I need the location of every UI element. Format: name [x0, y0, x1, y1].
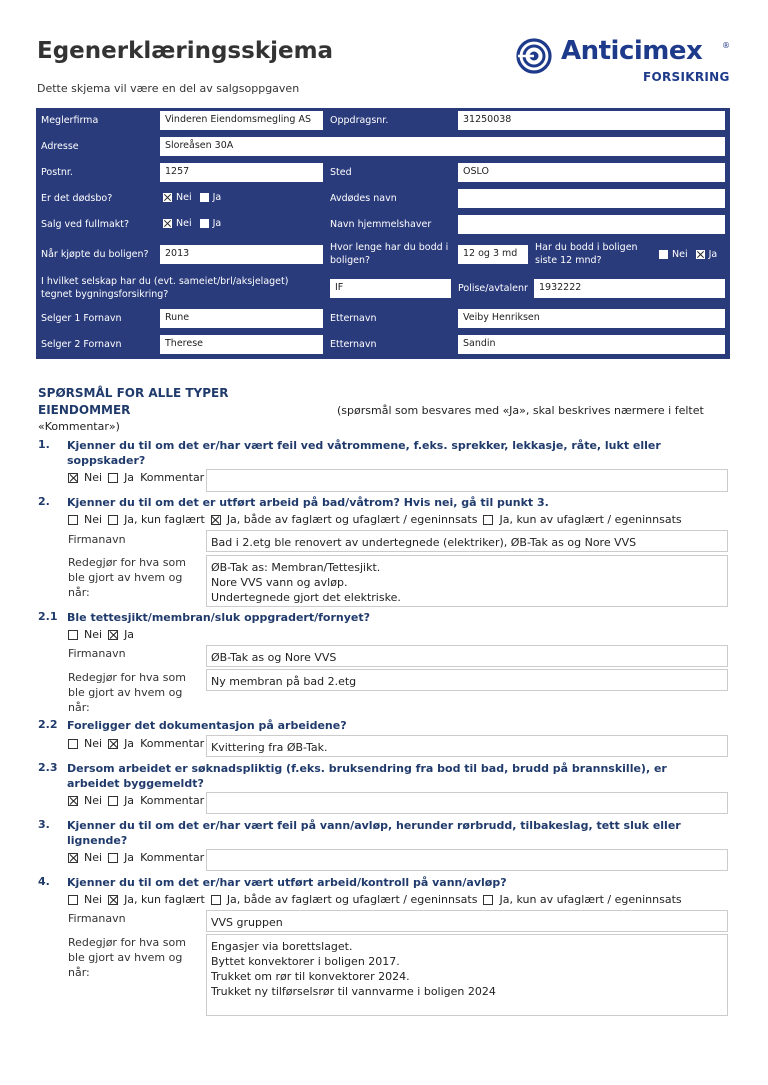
q21-redegjor-label: Redegjør for hva som ble gjort av hvem og når:: [68, 671, 186, 714]
q4-redegjor-field[interactable]: Engasjer via borettslaget. Byttet konvektorer i boligen 2017. Trukket om rør til konvektorer 2024. Trukket ny tilførselsrør til vannvarme i boligen 2024: [206, 934, 728, 1016]
q1-ja-checkbox[interactable]: [108, 473, 118, 483]
q21-ja-checkbox[interactable]: [108, 630, 118, 640]
q23-kommentar-field[interactable]: [206, 792, 728, 814]
selger1-field[interactable]: Rune: [160, 309, 323, 328]
q22-options: Nei Ja Kommentar: [68, 737, 204, 750]
dodsbo-ja-checkbox[interactable]: [200, 193, 209, 202]
page-title: Egenerklæringsskjema: [37, 38, 334, 64]
q3-ja-checkbox[interactable]: [108, 853, 118, 863]
q3-nei-checkbox[interactable]: [68, 853, 78, 863]
q21-firmanavn-label: Firmanavn: [68, 647, 126, 660]
sted-label: Sted: [330, 167, 352, 178]
hjemmel-label: Navn hjemmelshaver: [330, 219, 432, 230]
q1-nei-checkbox[interactable]: [68, 473, 78, 483]
selger2-field[interactable]: Therese: [160, 335, 323, 354]
q22-ja-checkbox[interactable]: [108, 739, 118, 749]
q2-nei-checkbox[interactable]: [68, 515, 78, 525]
q3-options: Nei Ja Kommentar: [68, 851, 204, 864]
q4-text: Kjenner du til om det er/har vært utført arbeid/kontroll på vann/avløp?: [67, 876, 507, 889]
section-title-line2: EIENDOMMER: [38, 403, 131, 417]
bodd12-ja-checkbox[interactable]: [696, 250, 705, 259]
logo-registered: ®: [722, 41, 730, 50]
q1-options: Nei Ja Kommentar: [68, 471, 204, 484]
fullmakt-label: Salg ved fullmakt?: [41, 219, 130, 230]
q2-text: Kjenner du til om det er utført arbeid på bad/våtrom? Hvis nei, gå til punkt 3.: [67, 496, 549, 509]
etternavn1-label: Etternavn: [330, 313, 377, 324]
postnr-field[interactable]: 1257: [160, 163, 323, 182]
q21-redegjor-field[interactable]: Ny membran på bad 2.etg: [206, 669, 728, 691]
sted-field[interactable]: OSLO: [458, 163, 725, 182]
seller-info-panel: [36, 108, 730, 359]
q21-options: Nei Ja: [68, 628, 140, 641]
fullmakt-nei-checkbox[interactable]: [163, 219, 172, 228]
bodd-label: Hvor lenge har du bodd i boligen?: [330, 242, 449, 266]
q2-number: 2.: [38, 495, 50, 508]
dodsbo-options: Nei Ja: [163, 192, 221, 203]
etternavn2-field[interactable]: Sandin: [458, 335, 725, 354]
dodsbo-label: Er det dødsbo?: [41, 193, 113, 204]
bodd12-options: Nei Ja: [659, 249, 717, 260]
q21-text: Ble tettesjikt/membran/sluk oppgradert/fornyet?: [67, 611, 370, 624]
q23-ja-checkbox[interactable]: [108, 796, 118, 806]
q1-kommentar-field[interactable]: [206, 469, 728, 492]
q2-ja-begge-checkbox[interactable]: [211, 515, 221, 525]
polise-field[interactable]: 1932222: [534, 279, 725, 298]
q3-kommentar-field[interactable]: [206, 849, 728, 871]
fullmakt-ja-checkbox[interactable]: [200, 219, 209, 228]
dodsbo-nei-checkbox[interactable]: [163, 193, 172, 202]
q21-number: 2.1: [38, 610, 58, 623]
kjopte-field[interactable]: 2013: [160, 245, 323, 264]
adresse-field[interactable]: Sloreåsen 30A: [160, 137, 725, 156]
meglerfirma-label: Meglerfirma: [41, 115, 99, 126]
q4-number: 4.: [38, 875, 50, 888]
selger2-label: Selger 2 Fornavn: [41, 339, 122, 350]
q1-text: Kjenner du til om det er/har vært feil ved våtrommene, f.eks. sprekker, lekkasje, råte, lukt eller soppskader?: [67, 439, 661, 467]
kjopte-label: Når kjøpte du boligen?: [41, 249, 149, 260]
q2-ja-fag-checkbox[interactable]: [108, 515, 118, 525]
anticimex-logo: [516, 36, 736, 88]
oppdragsnr-label: Oppdragsnr.: [330, 115, 389, 126]
selger1-label: Selger 1 Fornavn: [41, 313, 122, 324]
q22-kommentar-label: Kommentar: [140, 737, 205, 750]
q4-firmanavn-field[interactable]: VVS gruppen: [206, 910, 728, 932]
q2-redegjor-label: Redegjør for hva som ble gjort av hvem og når:: [68, 556, 186, 599]
q4-ja-begge-checkbox[interactable]: [211, 895, 221, 905]
q22-text: Foreligger det dokumentasjon på arbeidene?: [67, 719, 347, 732]
q4-nei-checkbox[interactable]: [68, 895, 78, 905]
logo-name: Anticimex: [561, 36, 703, 66]
q3-kommentar-label: Kommentar: [140, 851, 205, 864]
section-title-line1: SPØRSMÅL FOR ALLE TYPER: [38, 386, 229, 400]
q21-nei-checkbox[interactable]: [68, 630, 78, 640]
bodd12-label: Har du bodd i boligen siste 12 mnd?: [535, 242, 638, 266]
q23-kommentar-label: Kommentar: [140, 794, 205, 807]
q3-number: 3.: [38, 818, 50, 831]
q4-ja-ufag-checkbox[interactable]: [483, 895, 493, 905]
etternavn2-label: Etternavn: [330, 339, 377, 350]
q23-number: 2.3: [38, 761, 58, 774]
adresse-label: Adresse: [41, 141, 79, 152]
q2-firmanavn-label: Firmanavn: [68, 533, 126, 546]
q23-options: Nei Ja Kommentar: [68, 794, 204, 807]
polise-label: Polise/avtalenr: [458, 283, 528, 294]
q22-nei-checkbox[interactable]: [68, 739, 78, 749]
selskap-label: I hvilket selskap har du (evt. sameiet/brl/aksjelaget) tegnet bygningsforsikring?: [41, 276, 289, 300]
q4-options: Nei Ja, kun faglært Ja, både av faglært og ufaglært / egeninnsats Ja, kun av ufaglært / egeninnsats: [68, 893, 688, 906]
selskap-field[interactable]: IF: [330, 279, 451, 298]
q23-nei-checkbox[interactable]: [68, 796, 78, 806]
q4-redegjor-label: Redegjør for hva som ble gjort av hvem og når:: [68, 936, 186, 979]
avdodes-label: Avdødes navn: [330, 193, 397, 204]
oppdragsnr-field[interactable]: 31250038: [458, 111, 725, 130]
page-subtitle: Dette skjema vil være en del av salgsoppgaven: [37, 82, 300, 95]
q2-options: Nei Ja, kun faglært Ja, både av faglært og ufaglært / egeninnsats Ja, kun av ufaglært / egeninnsats: [68, 513, 688, 526]
anticimex-logo-icon: [516, 38, 554, 74]
meglerfirma-field[interactable]: Vinderen Eiendomsmegling AS: [160, 111, 323, 130]
q4-ja-fag-checkbox[interactable]: [108, 895, 118, 905]
etternavn1-field[interactable]: Veiby Henriksen: [458, 309, 725, 328]
q21-firmanavn-field[interactable]: ØB-Tak as og Nore VVS: [206, 645, 728, 667]
logo-subtitle: FORSIKRING: [643, 70, 730, 84]
hjemmel-field[interactable]: [458, 215, 725, 234]
q1-number: 1.: [38, 438, 50, 451]
q2-redegjor-field[interactable]: ØB-Tak as: Membran/Tettesjikt. Nore VVS vann og avløp. Undertegnede gjort det elektriske.: [206, 555, 728, 607]
section-note-line1: (spørsmål som besvares med «Ja», skal beskrives nærmere i feltet: [337, 404, 704, 417]
fullmakt-options: Nei Ja: [163, 218, 221, 229]
q3-text: Kjenner du til om det er/har vært feil på vann/avløp, herunder rørbrudd, tilbakeslag, tett sluk eller lignende?: [67, 819, 681, 847]
bodd-field[interactable]: 12 og 3 md: [458, 245, 528, 264]
postnr-label: Postnr.: [41, 167, 73, 178]
avdodes-field[interactable]: [458, 189, 725, 208]
q2-ja-ufag-checkbox[interactable]: [483, 515, 493, 525]
bodd12-nei-checkbox[interactable]: [659, 250, 668, 259]
section-note-line2: «Kommentar»): [38, 420, 120, 433]
q22-number: 2.2: [38, 718, 58, 731]
q1-kommentar-label: Kommentar: [140, 471, 205, 484]
q23-text: Dersom arbeidet er søknadspliktig (f.eks. bruksendring fra bod til bad, brudd på brannskille), er arbeidet byggemeldt?: [67, 762, 667, 790]
q2-firmanavn-field[interactable]: Bad i 2.etg ble renovert av undertegnede (elektriker), ØB-Tak as og Nore VVS: [206, 530, 728, 552]
q4-firmanavn-label: Firmanavn: [68, 912, 126, 925]
q22-kommentar-field[interactable]: Kvittering fra ØB-Tak.: [206, 735, 728, 757]
